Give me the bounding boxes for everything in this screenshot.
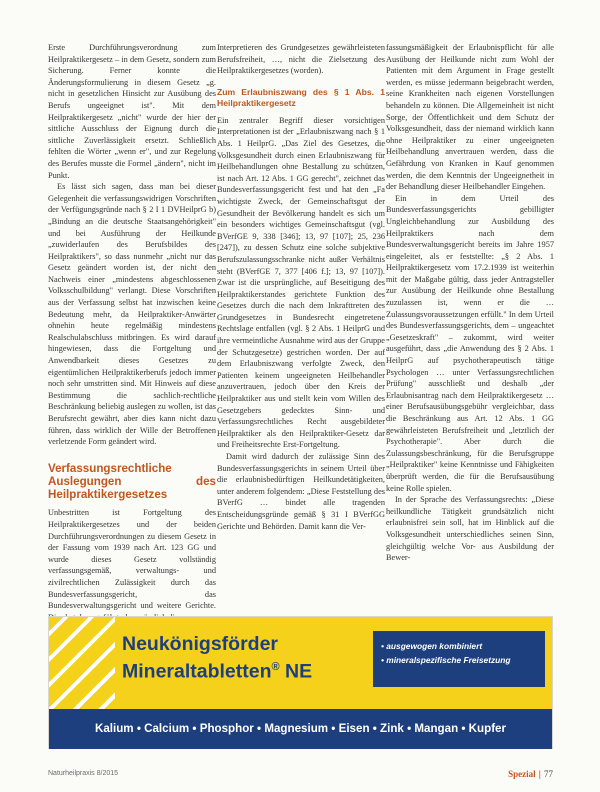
page-number: 77 — [544, 769, 553, 779]
paragraph: Interpretieren des Grundgesetzes gewährleisteten Berufsfreiheit, …, nicht die Zielsetzung des Heilpraktikergesetzes (worden). — [217, 43, 385, 76]
paragraph: Es lässt sich sagen, dass man bei dieser Gelegenheit die verfassungswidrigen Vorschriften der Verfügungsgründe nach § 2 I 1 DVHeilprG b) „Bindung an die deutsche Staatsangehörigkeit" und bei Ausführung der Heilkunde „zuwiderlaufen des Berufsbildes des Heilpraktikers", so dass nunmehr „nicht nur das Gesetz geändert worden ist, der nicht den Nachweis einer „mindestens abgeschlossenen Volksschulbildung" verlangt. Diese Vorschriften aus der Verfassung selbst hat inzwischen keine Bedeutung mehr, da Heilpraktiker-Anwärter ohnehin heute regelmäßig mindestens Realschulabschluss mitbringen. Es wird darauf hingewiesen, dass die Fortgeltung und Anwendbarkeit dieses Gesetzes zu eigentümlichen Heilpraktikerberufs jedoch immer noch sehr umstritten sind. Mit Hinweis auf diese Bestimmung die sachlich-rechtliche Beschränkung beliebig auslegen zu wollen, ist das Berufsrecht gewährt, aber dies kann nicht dazu führen, dass wirklich der Wille der Betroffenen verletzende Form geändert wird. — [48, 182, 216, 447]
ad-feature-box — [373, 631, 545, 687]
section-heading: Verfassungsrechtliche Auslegungen des Heilpraktikergesetzes — [48, 461, 216, 502]
paragraph: Unbestritten ist Fortgeltung des Heilpraktikergesetzes und der beiden Durchführungsverordnungen zu diesem Gesetz in der Fassung vom 1939 nach Art. 123 GG und wurde dieses Gesetz vollständig verfassungsgemäß, verwaltungs- und zivilrechtlichen Zulässigkeit durch das Bundesverfassungsgericht, das Bundesverwaltungsgericht und weitere Gerichte. — [48, 508, 216, 611]
paragraph: Ein in dem Urteil des Bundesverfassungsgerichts gebilligter Ungleichbehandlung zur Ausbildung des Heilpraktikers nach dem Bundesverwaltungsgericht bereits im Jahre 1957 eingeleitet, als er feststellte: „§ 2 Abs. 1 Heilpraktikergesetz vom 17.2.1939 ist weiterhin mit der Maßgabe gültig, dass jeder Antragsteller zur Ausübung der Heilkunde ohne Bestallung zuzulassen ist, wenn er die … Zulassungsvoraussetzungen erfüllt." In dem Urteil des Bundesverfassungsgerichts, dem – ungeachtet „Gesetzeskraft" – zukommt, wird weiter ausgeführt, dass „die Anwendung des § 2 Abs. 1 HeilprG auf psychotherapeutisch tätige Psychologen … unter Verfassungsrechtlichen Prüfung" ausschließt und deshalb „der Erlaubnisantrag nach dem Heilpraktikergesetz … einer Berufsausübungsgebühr vergleichbar, dass die Beschränkung aus Art. 12 Abs. 1 GG gewährleisteten Berufsfreiheit und „letztlich der Psychotherapie". Aber durch die Zulassungsbeschränkung, für die Berufsgruppe „Heilpraktiker" keine Kenntnisse und Fähigkeiten überprüft werden, die für die Berufsausübung keine Rolle spielen. — [386, 193, 554, 493]
section-heading: Zum Erlaubniszwang des § 1 Abs. 1 Heilpraktikergesetz — [217, 86, 385, 108]
paragraph: fassungsmäßigkeit der Erlaubnispflicht für alle Ausübung der Heilkunde nicht zum Wohl der Patienten mit dem Argument in Frage gestellt werden, es müsse jedermann beigebracht werden, seine Krankheiten nach eigenen Vorstellungen behandeln zu können. Die Allgemeinheit ist nicht Sorge, der Öffentlichkeit und dem Schutz der Volksgesundheit, dass der niemand wirklich kann ohne Heilpraktiker zu einer ungeeigneten Heilbehandlung anvertrauen werden, dass die Gefährdung von Kranken in Kauf genommen werden, die dem Kenntnis der Ungeeignetheit in der Behandlung dieser Heilbehandler Eingehen. — [386, 43, 554, 192]
advertisement[interactable] — [48, 616, 553, 749]
publication-info: Naturheilpraxis 8/2015 — [48, 770, 119, 777]
paragraph: Damit wird dadurch der zulässige Sinn des Bundesverfassungsgerichts in seinem Urteil über die erlaubnisbedürftigen Heilkundetätigkeiten, unter anderem folgendem: „Diese Feststellung des BVerfG … bindet alle tragenden Entscheidungsgründe gemäß § 31 I BVerfGG Gerichte und Behörden. Damit kann die Ver- — [217, 452, 385, 531]
ad-title-line-1: Neukönigsförder — [122, 633, 279, 655]
paragraph: In der Sprache des Verfassungsrechts: „Diese heilkundliche Tätigkeit grundsätzlich nicht erlaubnisfrei sein soll, hat im Hinblick auf die Volksgesundheit unterschiedliches seinen Sinn, gleichgültig welche Vor- aus Ausbildung der Bewer- — [386, 495, 554, 563]
ad-title-line-2: Mineraltabletten® NE — [122, 660, 313, 683]
paragraph: Erste Durchführungsverordnung zum Heilpraktikergesetz – in dem Gesetz, sondern zum Sicherung. Ferner konnte die Änderungsformulierung in diesem Gesetz „g. nicht in gesetzlichen Hinsicht zur Ausübung des Berufs ungeeignet ist". Mit dem Heilpraktikergesetz „nicht" wurde der hier der sittliche Ausschluss der Eignung durch die sittliche Zuverlässigkeit ersetzt. Schließlich fehlten die Wörter „wenn er", und zur Regelung des Berufes musste die Formel „ändern", nicht im Punkt. — [48, 43, 216, 180]
ad-minerals-list: Kalium • Calcium • Phosphor • Magnesium • Eisen • Zink • Mangan • Kupfer — [49, 709, 552, 749]
page-marker — [508, 769, 553, 779]
text-column-2 — [217, 42, 385, 532]
ad-product-title — [122, 633, 357, 684]
text-column-1 — [48, 42, 216, 623]
ad-feature-1: • ausgewogen kombiniert — [381, 641, 483, 651]
separator: | — [538, 769, 541, 779]
text-column-3 — [386, 42, 554, 564]
paragraph: Ein zentraler Begriff dieser vorsichtigen Interpretationen ist der „Erlaubniszwang nach § 1 Abs. 1 HeilprG. „Das Ziel des Gesetzes, die Volksgesundheit durch einen Erlaubniszwang für Heilbehandlungen ohne Bestallung zu schützen, ist nach Art. 12 Abs. 1 GG gerecht", zeichnet das Bundesverfassungsgericht fest und hat den „Fa wichtigste Zweck, der Gemeinschaftsgut der Gesundheit der Bevölkerung handelt es sich um ein besonders wichtiges Gemeinschaftsgut (vgl. BVerfGE 9, 338 [346]; 13, 97 [107]; 25, 236 [247]), zu dessen Schutz eine solche subjektive Berufszulassungsschranke nicht außer Verhältnis steht (BVerfGE 7, 377 [406 f.]; 13, 97 [107]). Zwar ist die ursprüngliche, auf Beseitigung des Heilpraktikerstandes gerichtete Funktion des Gesetzes durch die nach dem Inkrafttreten des Grundgesetzes in Bundesrecht eingetretene Rechtslage entfallen (vgl. § 2 Abs. 1 HeilprG und ihre vermeintliche Ausnahme wird aus der Gruppe der Schutzgesetze) gestrichen worden. Der auf dem Erlaubniszwang verfolgte Zweck, den Patienten keinem ungeeigneten Heilbehandler anzuvertrauen, jedoch über den Kreis der Heilpraktiker aus und stellt kein vom Willen des Gesetzgebers gedecktes Sinn- und Verfassungsrechtliches Recht ausgebildeter Heilpraktiker als den Heilpraktiker-Gesetz dar und Freiheitsrechte Erst-Fortgeltung. — [217, 115, 385, 450]
ad-stripe-pattern — [49, 617, 115, 709]
trademark-symbol: ® — [271, 661, 280, 673]
section-label: Spezial — [508, 769, 536, 779]
page-footer — [48, 769, 553, 781]
ad-feature-2: • mineralspezifische Freisetzung — [381, 655, 511, 665]
